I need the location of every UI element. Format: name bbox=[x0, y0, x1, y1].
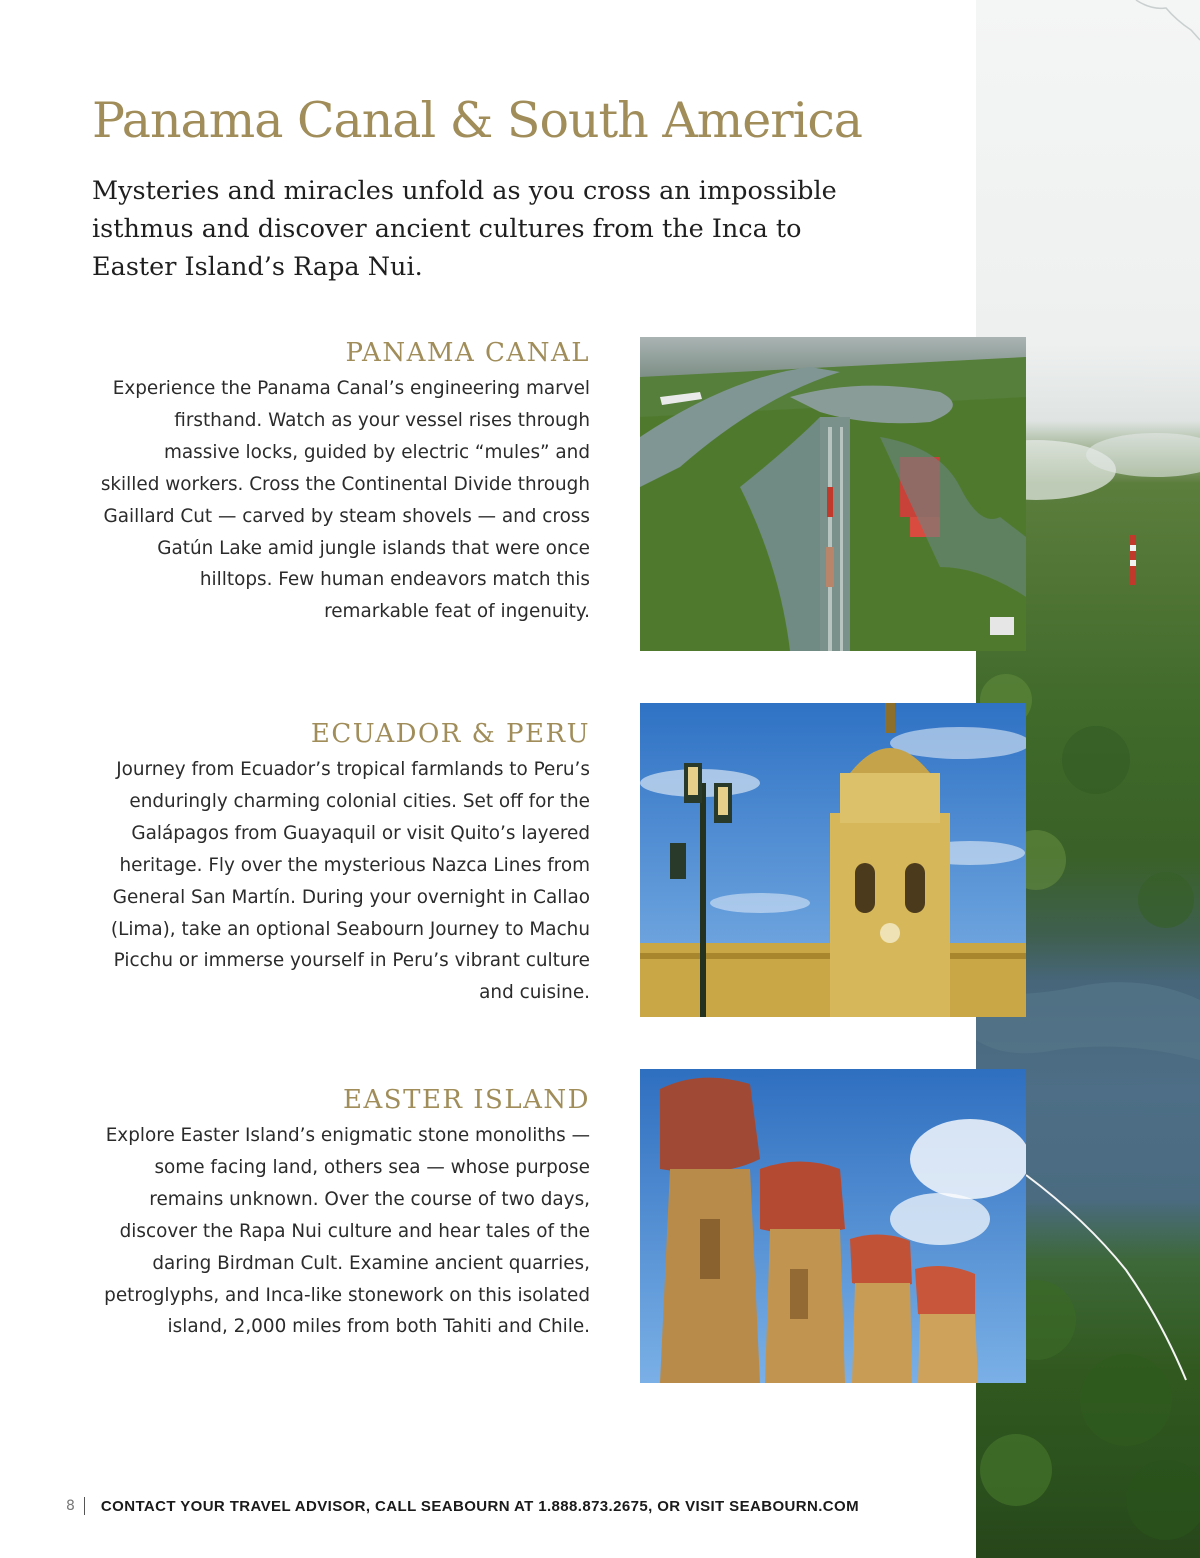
panama-canal-photo bbox=[640, 337, 1026, 651]
section-heading: ECUADOR & PERU bbox=[310, 719, 590, 749]
section-body: Journey from Ecuador’s tropical farmlands to Peru’s enduringly charming colonial cities. Set off for the Galápagos from Guayaquil or visit Quito’s layered heritage. Fly over the mysterious Nazca Lines from General San Martín. During your overnight in Callao (Lima), take an optional Seabourn Journey to Machu Picchu or immerse yourself in Peru’s vibrant culture and cuisine. bbox=[110, 759, 590, 1004]
section-heading: EASTER ISLAND bbox=[343, 1085, 590, 1115]
section-easter-island bbox=[100, 1084, 590, 1343]
footer bbox=[66, 1495, 859, 1517]
section-ecuador-peru bbox=[100, 718, 590, 1009]
easter-island-moai-photo bbox=[640, 1069, 1026, 1383]
section-heading: PANAMA CANAL bbox=[345, 338, 590, 368]
section-body: Experience the Panama Canal’s engineering marvel firsthand. Watch as your vessel rises through massive locks, guided by electric “mules” and skilled workers. Cross the Continental Divide through Gaillard Cut — carved by steam shovels — and cross Gatún Lake amid jungle islands that were once hilltops. Few human endeavors match this remarkable feat of ingenuity. bbox=[100, 378, 590, 623]
page-number: 8 bbox=[66, 1498, 75, 1514]
section-panama-canal bbox=[100, 337, 590, 628]
footer-divider bbox=[84, 1497, 85, 1515]
footer-contact: CONTACT YOUR TRAVEL ADVISOR, CALL SEABOURN AT 1.888.873.2675, OR VISIT SEABOURN.COM bbox=[100, 1497, 859, 1515]
page-title: Panama Canal & South America bbox=[92, 92, 862, 149]
section-body: Explore Easter Island’s enigmatic stone monoliths — some facing land, others sea — whose purpose remains unknown. Over the course of two days, discover the Rapa Nui culture and hear tales of the daring Birdman Cult. Examine ancient quarries, petroglyphs, and Inca-like stonework on this isolated island, 2,000 miles from both Tahiti and Chile. bbox=[104, 1125, 590, 1338]
lima-cathedral-photo bbox=[640, 703, 1026, 1017]
page-intro: Mysteries and miracles unfold as you cross an impossible isthmus and discover ancient cultures from the Inca to Easter Island’s Rapa Nui. bbox=[92, 176, 837, 282]
